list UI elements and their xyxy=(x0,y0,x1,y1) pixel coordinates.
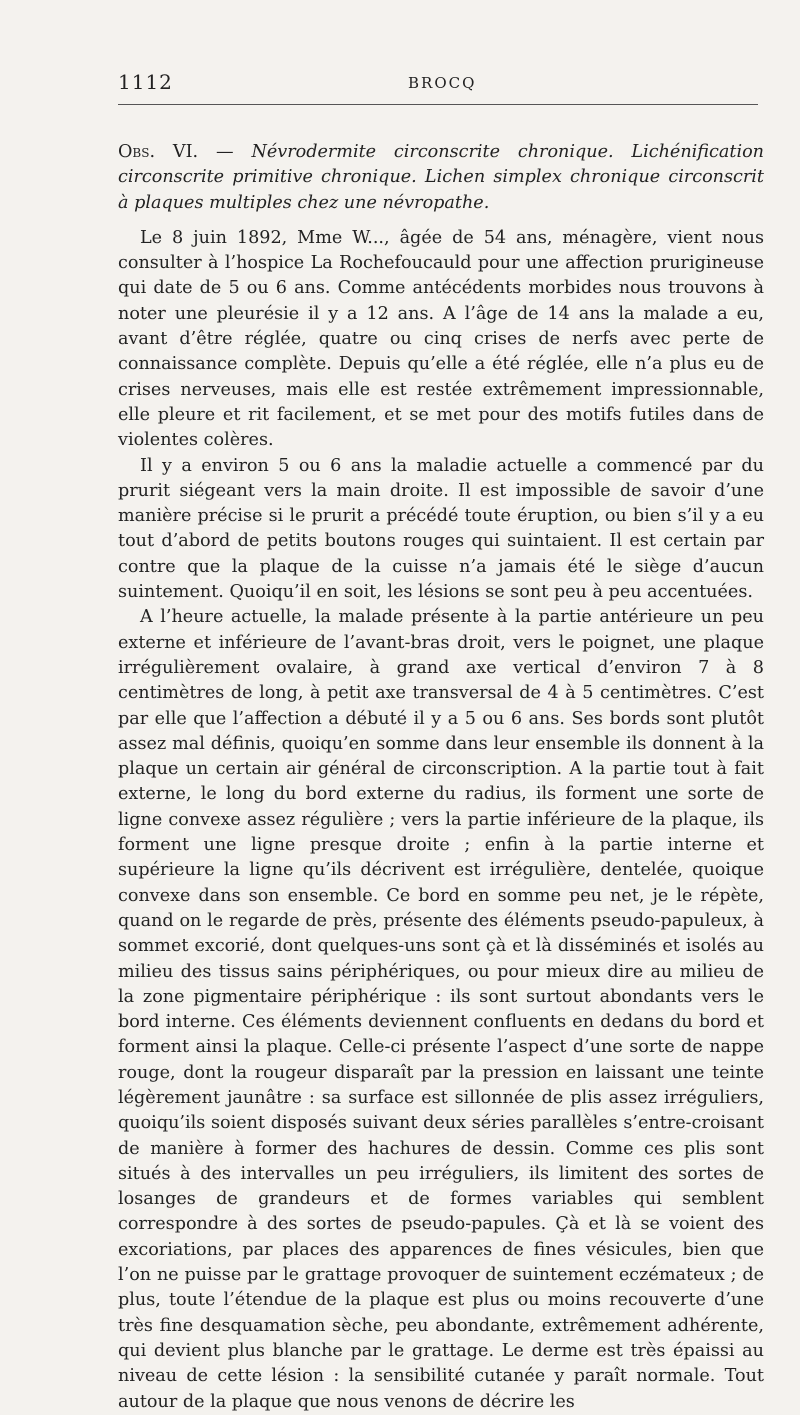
page-header xyxy=(118,70,750,98)
observation-label: Obs. VI. — xyxy=(118,142,234,162)
page-number: 1112 xyxy=(118,70,173,94)
paragraph: Il y a environ 5 ou 6 ans la maladie actuelle a commencé par du prurit siégeant vers la main droite. Il est impossible de savoir d’une manière précise si le prurit a précédé toute éruption, ou bien s’il y a eu tout d’abord de petits boutons rouges qui suintaient. Il est certain par contre que la plaque de la cuisse n’a jamais été le siège d’aucun suintement. Quoiqu’il en soit, les lésions se sont peu à peu accentuées. xyxy=(118,455,764,603)
header-rule xyxy=(118,104,758,105)
running-head: BROCQ xyxy=(408,74,477,92)
observation-heading xyxy=(118,140,764,216)
observation-title: Névrodermite circonscrite chronique. Lichénification circonscrite primitive chronique. Lichen simplex chronique circonscrit à plaques multiples chez une névropathe. xyxy=(118,142,764,213)
body-text xyxy=(118,140,764,1415)
paragraph: Le 8 juin 1892, Mme W..., âgée de 54 ans, ménagère, vient nous consulter à l’hospice La Rochefoucauld pour une affection prurigineuse qui date de 5 ou 6 ans. Comme antécédents morbides nous trouvons à noter une pleurésie il y a 12 ans. A l’âge de 14 ans la malade a eu, avant d’être réglée, quatre ou cinq crises de nerfs avec perte de connaissance complète. Depuis qu’elle a été réglée, elle n’a plus eu de crises nerveuses, mais elle est restée extrêmement impressionnable, elle pleure et rit facilement, et se met pour des motifs futiles dans de violentes colères. xyxy=(118,227,764,451)
paragraph: A l’heure actuelle, la malade présente à la partie antérieure un peu externe et inférieure de l’avant-bras droit, vers le poignet, une plaque irrégulièrement ovalaire, à grand axe vertical d’environ 7 à 8 centimètres de long, à petit axe transversal de 4 à 5 centimètres. C’est par elle que l’affection a débuté il y a 5 ou 6 ans. Ses bords sont plutôt assez mal définis, quoiqu’en somme dans leur ensemble ils donnent à la plaque un certain air général de circonscription. A la partie tout à fait externe, le long du bord externe du radius, ils forment une sorte de ligne convexe assez régulière ; vers la partie inférieure de la plaque, ils forment une ligne presque droite ; enfin à la partie interne et supérieure la ligne qu’ils décrivent est irrégulière, dentelée, quoique convexe dans son ensemble. Ce bord en somme peu net, je le répète, quand on le regarde de près, présente des éléments pseudo-papuleux, à sommet excorié, dont quelques-uns sont çà et là disséminés et isolés au milieu des tissus sains périphériques, ou pour mieux dire au milieu de la zone pigmentaire périphérique : ils sont surtout abondants vers le bord interne. Ces éléments deviennent confluents en dedans du bord et forment ainsi la plaque. Celle-ci présente l’aspect d’une sorte de nappe rouge, dont la rougeur disparaît par la pression en laissant une teinte légèrement jaunâtre : sa surface est sillonnée de plis assez irréguliers, quoiqu’ils soient disposés suivant deux séries parallèles s’entre-croisant de manière à former des hachures de dessin. Comme ces plis sont situés à des intervalles un peu irréguliers, ils limitent des sortes de losanges de grandeurs et de formes variables qui semblent correspondre à des sortes de pseudo-papules. Çà et là se voient des excoriations, par places des apparences de fines vésicules, bien que l’on ne puisse par le grattage provoquer de suintement eczémateux ; de plus, toute l’étendue de la plaque est plus ou moins recouverte d’une très fine desquamation sèche, peu abondante, extrêmement adhérente, qui devient plus blanche par le grattage. Le derme est très épaissi au niveau de cette lésion : la sensibilité cutanée y paraît normale. Tout autour de la plaque que nous venons de décrire les xyxy=(118,607,764,1412)
